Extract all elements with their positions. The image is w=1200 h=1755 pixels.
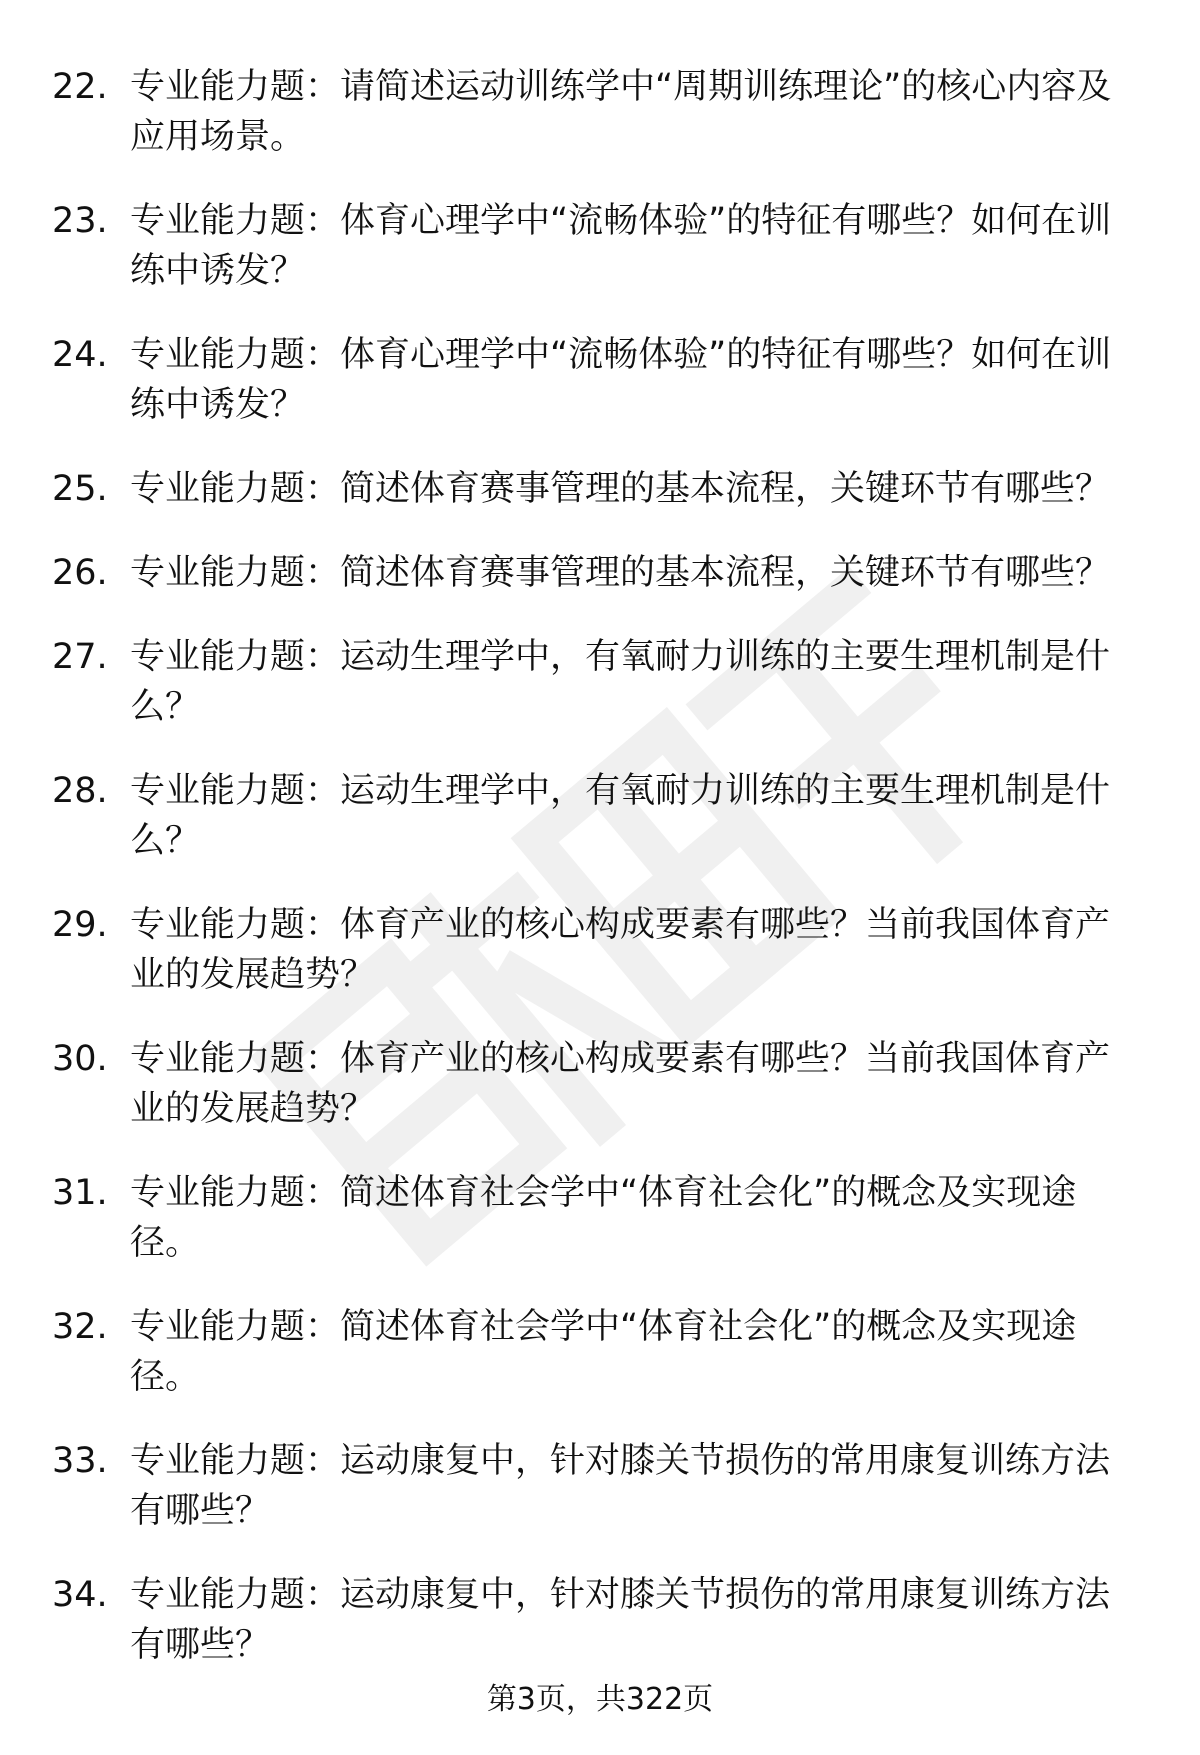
question-item xyxy=(0,1436,1200,1536)
question-number: 29. xyxy=(52,905,108,945)
question-item xyxy=(0,1168,1200,1268)
question-number: 24. xyxy=(52,335,108,375)
question-item xyxy=(0,62,1200,162)
page-footer xyxy=(0,1680,1200,1720)
question-item xyxy=(0,1302,1200,1402)
question-number: 33. xyxy=(52,1441,108,1481)
question-item xyxy=(0,900,1200,1000)
question-item xyxy=(0,632,1200,732)
question-text: 专业能力题：体育产业的核心构成要素有哪些？当前我国体育产业的发展趋势？ xyxy=(130,905,1111,995)
question-item xyxy=(0,330,1200,430)
question-text: 专业能力题：运动康复中，针对膝关节损伤的常用康复训练方法有哪些？ xyxy=(130,1441,1111,1531)
question-text: 专业能力题：体育产业的核心构成要素有哪些？当前我国体育产业的发展趋势？ xyxy=(130,1039,1111,1129)
question-item xyxy=(0,766,1200,866)
question-number: 25. xyxy=(52,469,108,509)
question-text: 专业能力题：简述体育赛事管理的基本流程，关键环节有哪些？ xyxy=(130,469,1111,509)
question-text: 专业能力题：体育心理学中“流畅体验”的特征有哪些？如何在训练中诱发？ xyxy=(130,201,1112,291)
question-text: 专业能力题：请简述运动训练学中“周期训练理论”的核心内容及应用场景。 xyxy=(130,67,1112,157)
question-item xyxy=(0,548,1200,598)
question-item xyxy=(0,1034,1200,1134)
question-number: 32. xyxy=(52,1307,108,1347)
question-text: 专业能力题：简述体育社会学中“体育社会化”的概念及实现途径。 xyxy=(130,1173,1077,1263)
question-text: 专业能力题：运动生理学中，有氧耐力训练的主要生理机制是什么？ xyxy=(130,771,1111,861)
page-number-label: 第3页，共322页 xyxy=(486,1682,714,1717)
question-number: 26. xyxy=(52,553,108,593)
question-text: 专业能力题：体育心理学中“流畅体验”的特征有哪些？如何在训练中诱发？ xyxy=(130,335,1112,425)
question-list xyxy=(0,62,1200,1704)
question-text: 专业能力题：简述体育赛事管理的基本流程，关键环节有哪些？ xyxy=(130,553,1111,593)
question-text: 专业能力题：运动康复中，针对膝关节损伤的常用康复训练方法有哪些？ xyxy=(130,1575,1111,1665)
question-text: 专业能力题：简述体育社会学中“体育社会化”的概念及实现途径。 xyxy=(130,1307,1077,1397)
question-number: 27. xyxy=(52,637,108,677)
question-number: 22. xyxy=(52,67,108,107)
question-number: 31. xyxy=(52,1173,108,1213)
question-number: 30. xyxy=(52,1039,108,1079)
question-number: 34. xyxy=(52,1575,108,1615)
question-number: 28. xyxy=(52,771,108,811)
question-item xyxy=(0,196,1200,296)
question-number: 23. xyxy=(52,201,108,241)
question-text: 专业能力题：运动生理学中，有氧耐力训练的主要生理机制是什么？ xyxy=(130,637,1111,727)
question-item xyxy=(0,464,1200,514)
question-item xyxy=(0,1570,1200,1670)
